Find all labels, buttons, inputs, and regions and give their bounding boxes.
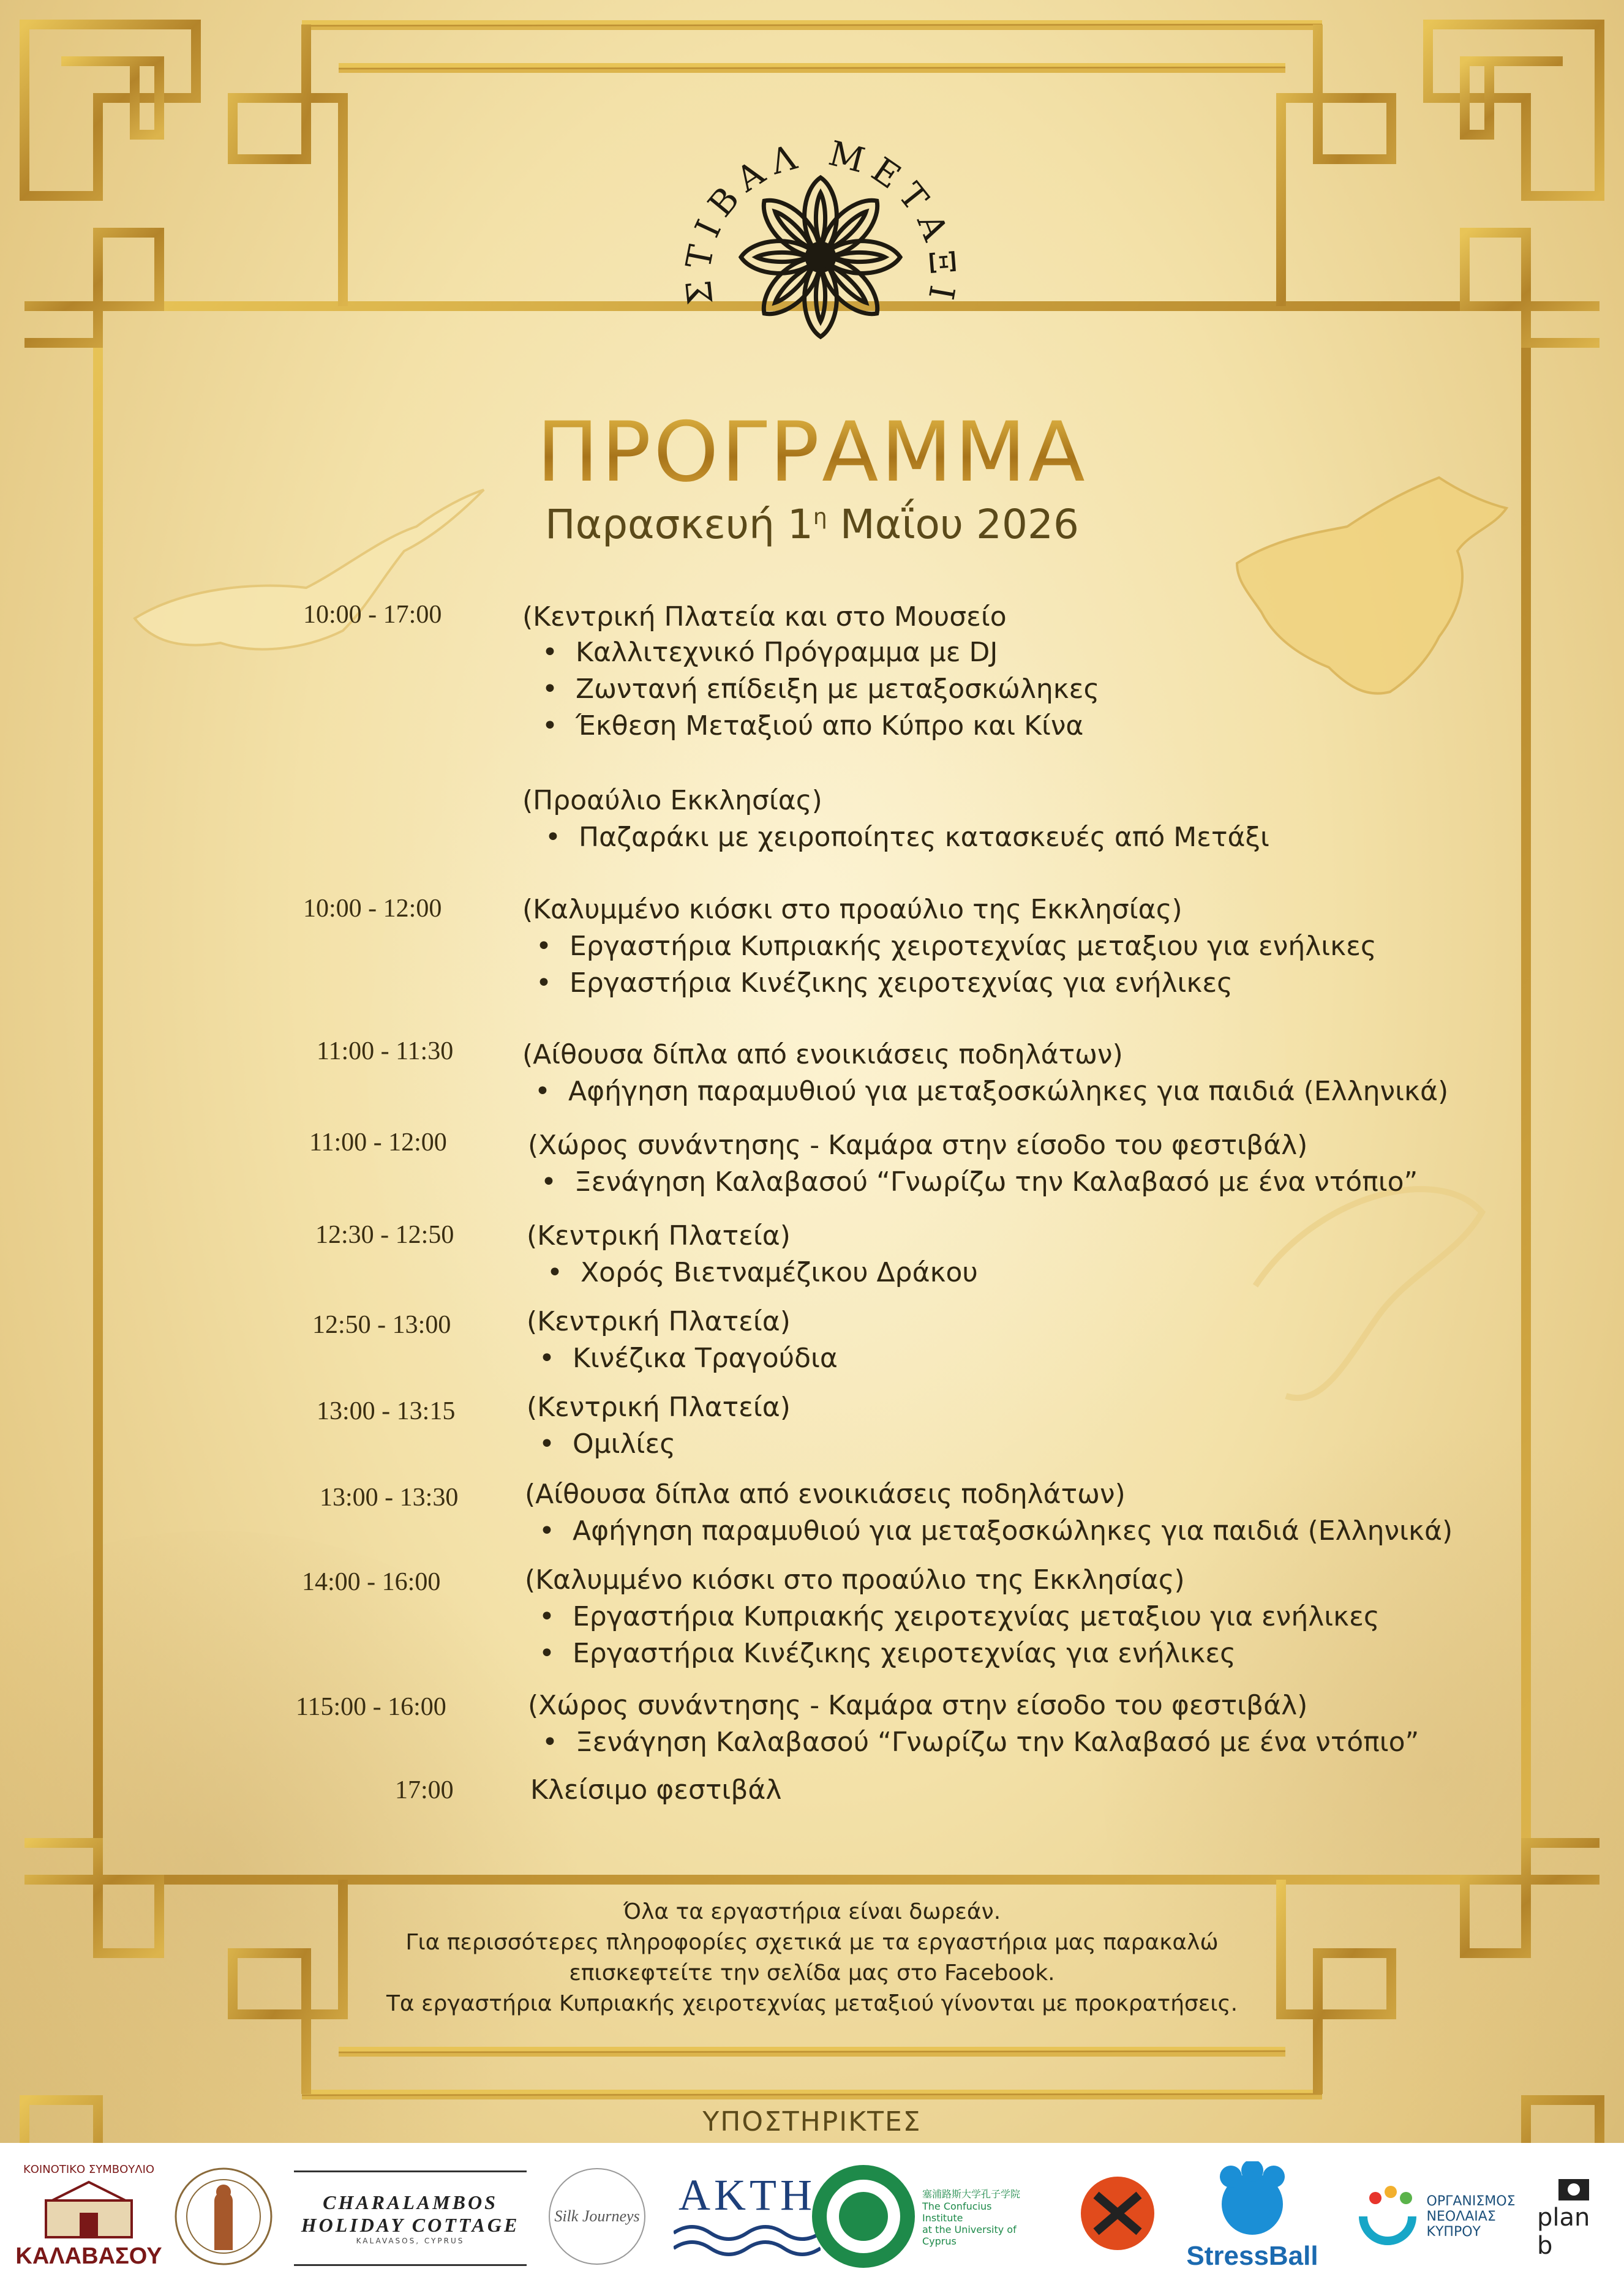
sponsor-confucius-line1: The Confucius Institute [922,2200,992,2224]
schedule-time: 10:00 - 17:00 [303,601,442,629]
schedule-item: • Εργαστήρια Κινέζικης χειροτεχνίας για ενήλικες [570,967,1233,999]
footer-note: Για περισσότερες πληροφορίες σχετικά με τα εργαστήρια μας παρακαλώ [405,1930,1219,1955]
sponsor-kor-concept-logo [165,2155,282,2278]
schedule-location: (Αίθουσα δίπλα από ενοικιάσεις ποδηλάτων) [522,1039,1123,1070]
schedule-item: • Αφήγηση παραμυθιού για μεταξοσκώληκες για παιδιά (Ελληνικά) [573,1515,1453,1547]
schedule-location: (Κεντρική Πλατεία) [527,1392,791,1423]
page-title: ΠΡΟΓΡΑΜΜΑ [0,404,1624,500]
schedule-item: • Εργαστήρια Κυπριακής χειροτεχνίας μεταξιου για ενήλικες [570,931,1377,962]
schedule-location: (Κεντρική Πλατεία και στο Μουσείο [522,601,1007,632]
schedule-time: 10:00 - 12:00 [303,895,442,923]
schedule-item: • Ζωντανή επίδειξη με μεταξοσκώληκες [576,673,1099,705]
sponsor-charalambos-line2: HOLIDAY COTTAGE [301,2214,520,2236]
schedule-location: (Καλυμμένο κιόσκι στο προαύλιο της Εκκλησίας) [522,894,1182,925]
sponsor-planb-label: plan b [1537,2204,1590,2260]
schedule-item: • Ομιλίες [573,1428,675,1460]
sponsor-stressball-label: StressBall [1186,2241,1318,2271]
schedule-item: • Ξενάγηση Καλαβασού “Γνωρίζω την Καλαβασό με ένα ντόπιο” [576,1727,1419,1758]
schedule-location: Κλείσιμο φεστιβάλ [530,1774,782,1806]
sponsor-youth-line2: ΝΕΟΛΑΙΑΣ [1426,2208,1496,2224]
sponsor-cyprus-chinese-women-logo [1066,2155,1170,2278]
schedule-time: 17:00 [395,1776,454,1804]
schedule-location: (Κεντρική Πλατεία) [527,1220,791,1251]
schedule-location: (Αίθουσα δίπλα από ενοικιάσεις ποδηλάτων) [525,1479,1126,1510]
schedule-location: (Χώρος συνάντησης - Καμάρα στην είσοδο του φεστιβάλ) [528,1690,1308,1721]
sponsor-youth-board-logo [1335,2155,1531,2278]
schedule-time: 11:00 - 11:30 [317,1037,454,1065]
schedule-location: (Προαύλιο Εκκλησίας) [522,785,822,816]
sponsor-silk-journeys-logo [539,2155,655,2278]
sponsor-youth-line3: ΚΥΠΡΟΥ [1426,2224,1481,2240]
sponsor-confucius-line2: at the University of Cyprus [922,2223,1017,2247]
sponsor-silk-label: Silk Journeys [554,2207,640,2225]
schedule-item: • Έκθεση Μεταξιού απο Κύπρο και Κίνα [576,710,1083,741]
sponsor-charalambos-sub: KALAVASOS, CYPRUS [356,2237,465,2245]
schedule-location: (Χώρος συνάντησης - Καμάρα στην είσοδο του φεστιβάλ) [528,1130,1308,1161]
sponsor-kalavasos-logo [12,2155,165,2278]
schedule-item: • Ξενάγηση Καλαβασού “Γνωρίζω την Καλαβασό με ένα ντόπιο” [574,1166,1418,1198]
schedule-item: • Κινέζικα Τραγούδια [573,1343,838,1374]
schedule-time: 14:00 - 16:00 [302,1568,441,1596]
schedule-item: • Αφήγηση παραμυθιού για μεταξοσκώληκες για παιδιά (Ελληνικά) [568,1076,1448,1107]
sponsor-charalambos-logo [294,2170,527,2266]
schedule-time: 115:00 - 16:00 [296,1693,446,1721]
sponsor-confucius-chinese: 塞浦路斯大学孔子学院 [922,2188,1021,2200]
logo-arc-text: ΣΤΙΒΑΛ ΜΕΤΑΞΙ [678,133,963,311]
sponsor-planb-logo [1537,2155,1611,2278]
footer-note: Τα εργαστήρια Κυπριακής χειροτεχνίας μεταξιού γίνονται με προκρατήσεις. [386,1991,1238,2016]
schedule-item: • Εργαστήρια Κυπριακής χειροτεχνίας μεταξιου για ενήλικες [573,1601,1380,1632]
schedule-time: 12:50 - 13:00 [312,1311,451,1339]
sponsor-kalavasos-label: ΚΑΛΑΒΑΣΟΥ [15,2243,162,2269]
sponsors-title: ΥΠΟΣΤΗΡΙΚΤΕΣ [702,2106,922,2137]
schedule-location: (Κεντρική Πλατεία) [527,1306,791,1337]
schedule-item: • Καλλιτεχνικό Πρόγραμμα με DJ [576,637,998,668]
schedule-time: 12:30 - 12:50 [315,1221,454,1249]
footer-note: Όλα τα εργαστήρια είναι δωρεάν. [623,1899,1001,1924]
sponsor-stressball-logo [1182,2155,1323,2278]
schedule-time: 13:00 - 13:15 [317,1397,456,1425]
sponsor-kalavasos-top: ΚΟΙΝΟΤΙΚΟ ΣΥΜΒΟΥΛΙΟ [23,2163,155,2176]
schedule-location: (Καλυμμένο κιόσκι στο προαύλιο της Εκκλησίας) [525,1564,1185,1596]
sponsor-charalambos-line1: CHARALAMBOS [323,2191,498,2213]
sponsor-confucius-logo [808,2155,1029,2278]
schedule-item: • Εργαστήρια Κινέζικης χειροτεχνίας για ενήλικες [573,1638,1236,1669]
schedule-item: • Χορός Βιετναμέζικου Δράκου [581,1257,978,1288]
schedule-time: 11:00 - 12:00 [309,1128,447,1157]
sponsor-akti-label: AKTH [679,2170,816,2219]
event-date: Παρασκευή $1^\eta$ Μαΐου 2026 [544,501,1080,548]
schedule-item: • Παζαράκι με χειροποίητες κατασκευές από Μετάξι [579,822,1269,853]
footer-note: επισκεφτείτε την σελίδα μας στο Facebook. [569,1960,1055,1986]
sponsor-youth-line1: ΟΡΓΑΝΙΣΜΟΣ [1426,2193,1516,2209]
sponsor-akti-logo [671,2155,824,2278]
schedule-time: 13:00 - 13:30 [320,1484,459,1512]
